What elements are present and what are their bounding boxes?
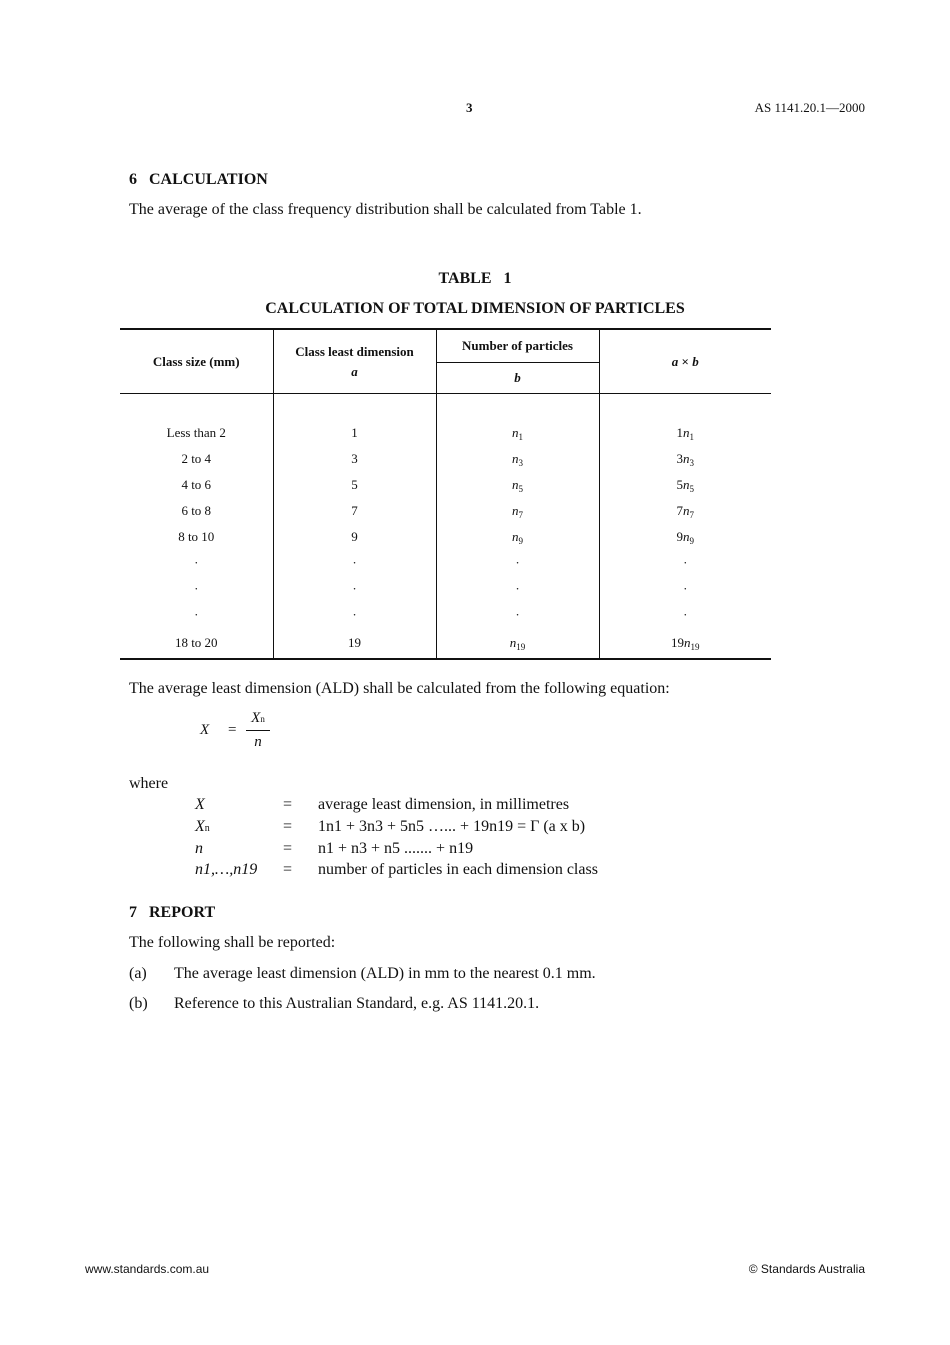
cell-a: 7 bbox=[273, 498, 436, 524]
header-number-of-particles-var: b bbox=[436, 363, 599, 394]
cell-n: $n_5$ bbox=[436, 472, 599, 498]
table-row bbox=[120, 498, 771, 524]
cell-product: $19n_{19}$ bbox=[599, 628, 771, 659]
section-7-text: The following shall be reported: bbox=[129, 934, 336, 951]
list-item-text: The average least dimension (ALD) in mm to the nearest 0.1 mm. bbox=[174, 965, 596, 982]
eq-numerator: Xn bbox=[251, 710, 265, 726]
cell-class: 6 to 8 bbox=[181, 503, 212, 518]
table-row bbox=[120, 472, 771, 498]
header-product-b: b bbox=[692, 353, 699, 369]
header-class-size: Class size (mm) bbox=[120, 329, 273, 394]
ellipsis-row: · · · · bbox=[120, 576, 771, 602]
cell-class: Less than 2 bbox=[166, 425, 226, 440]
where-description: 1n1 + 3n3 + 5n5 …... + 19n19 = Γ (a x b) bbox=[318, 818, 586, 835]
section-number: 6 bbox=[129, 171, 137, 188]
where-description: n1 + n3 + n5 ....... + n19 bbox=[318, 840, 474, 857]
where-symbol: n bbox=[195, 840, 203, 857]
ald-equation bbox=[200, 710, 300, 755]
cell-class: 18 to 20 bbox=[120, 628, 273, 659]
section-6-text: The average of the class frequency distribution shall be calculated from Table 1. bbox=[129, 201, 642, 218]
cell-class: 4 to 6 bbox=[181, 477, 212, 492]
eq-sign: = bbox=[228, 722, 237, 738]
where-equals: = bbox=[283, 796, 293, 813]
ald-text: The average least dimension (ALD) shall be calculated from the following equation: bbox=[129, 680, 670, 697]
where-equals: = bbox=[283, 840, 293, 857]
section-number: 7 bbox=[129, 904, 137, 921]
where-equals: = bbox=[283, 818, 293, 835]
header-least-dimension-var: a bbox=[351, 363, 358, 379]
calculation-table bbox=[120, 328, 771, 660]
list-item-marker: (b) bbox=[129, 995, 148, 1012]
cell-product: $9n_9$ bbox=[599, 524, 771, 550]
cell-product: $5n_5$ bbox=[599, 472, 771, 498]
cell-class: 8 to 10 bbox=[178, 529, 215, 544]
table-label: TABLE 1 bbox=[438, 270, 512, 287]
cell-product: $1n_1$ bbox=[599, 420, 771, 446]
header-number-of-particles: Number of particles bbox=[436, 329, 599, 363]
section-7-heading bbox=[129, 904, 215, 922]
table-row bbox=[120, 628, 771, 659]
footer-copyright: © Standards Australia bbox=[748, 1262, 865, 1276]
section-6-heading bbox=[129, 171, 268, 189]
list-item-text: Reference to this Australian Standard, e.g. AS 1141.20.1. bbox=[174, 995, 540, 1012]
footer-url[interactable]: www.standards.com.au bbox=[85, 1262, 210, 1276]
cell-n: $n_3$ bbox=[436, 446, 599, 472]
cell-class: 2 to 4 bbox=[181, 451, 212, 466]
where-equals: = bbox=[283, 861, 293, 878]
standard-id: AS 1141.20.1—2000 bbox=[754, 100, 865, 115]
table-row bbox=[120, 524, 771, 550]
header-least-dimension-label: Class least dimension bbox=[295, 343, 414, 359]
cell-n: $n_9$ bbox=[436, 524, 599, 550]
header-least-dimension bbox=[273, 329, 436, 394]
page-number: 3 bbox=[466, 100, 473, 115]
cell-product: $7n_7$ bbox=[599, 498, 771, 524]
table-caption: CALCULATION OF TOTAL DIMENSION OF PARTICLES bbox=[265, 300, 685, 317]
cell-a: 9 bbox=[273, 524, 436, 550]
ellipsis-row: · · · · bbox=[120, 550, 771, 576]
where-description: number of particles in each dimension class bbox=[318, 861, 598, 878]
cell-a: 1 bbox=[273, 420, 436, 446]
where-label: where bbox=[129, 775, 169, 792]
section-title: REPORT bbox=[149, 904, 216, 921]
eq-lhs: X bbox=[200, 722, 210, 738]
where-symbol: X bbox=[195, 796, 205, 813]
cell-product: $3n_3$ bbox=[599, 446, 771, 472]
eq-denominator: n bbox=[254, 734, 262, 750]
where-symbol: Xn bbox=[195, 818, 210, 835]
cell-a: 5 bbox=[273, 472, 436, 498]
section-title: CALCULATION bbox=[149, 171, 268, 188]
cell-n: $n_{19}$ bbox=[436, 628, 599, 659]
header-product-op: × bbox=[681, 353, 689, 369]
fraction-bar bbox=[246, 730, 270, 731]
header-product-a: a bbox=[671, 353, 679, 369]
table-row bbox=[120, 446, 771, 472]
cell-n: $n_7$ bbox=[436, 498, 599, 524]
where-description: average least dimension, in millimetres bbox=[318, 796, 570, 813]
table-row bbox=[120, 420, 771, 446]
cell-n: $n_1$ bbox=[436, 420, 599, 446]
list-item-marker: (a) bbox=[129, 965, 147, 982]
header-product bbox=[599, 329, 771, 394]
ellipsis-row: · · · · bbox=[120, 602, 771, 628]
cell-a: 3 bbox=[273, 446, 436, 472]
cell-a: 19 bbox=[273, 628, 436, 659]
where-symbol: n1,…,n19 bbox=[195, 861, 258, 878]
